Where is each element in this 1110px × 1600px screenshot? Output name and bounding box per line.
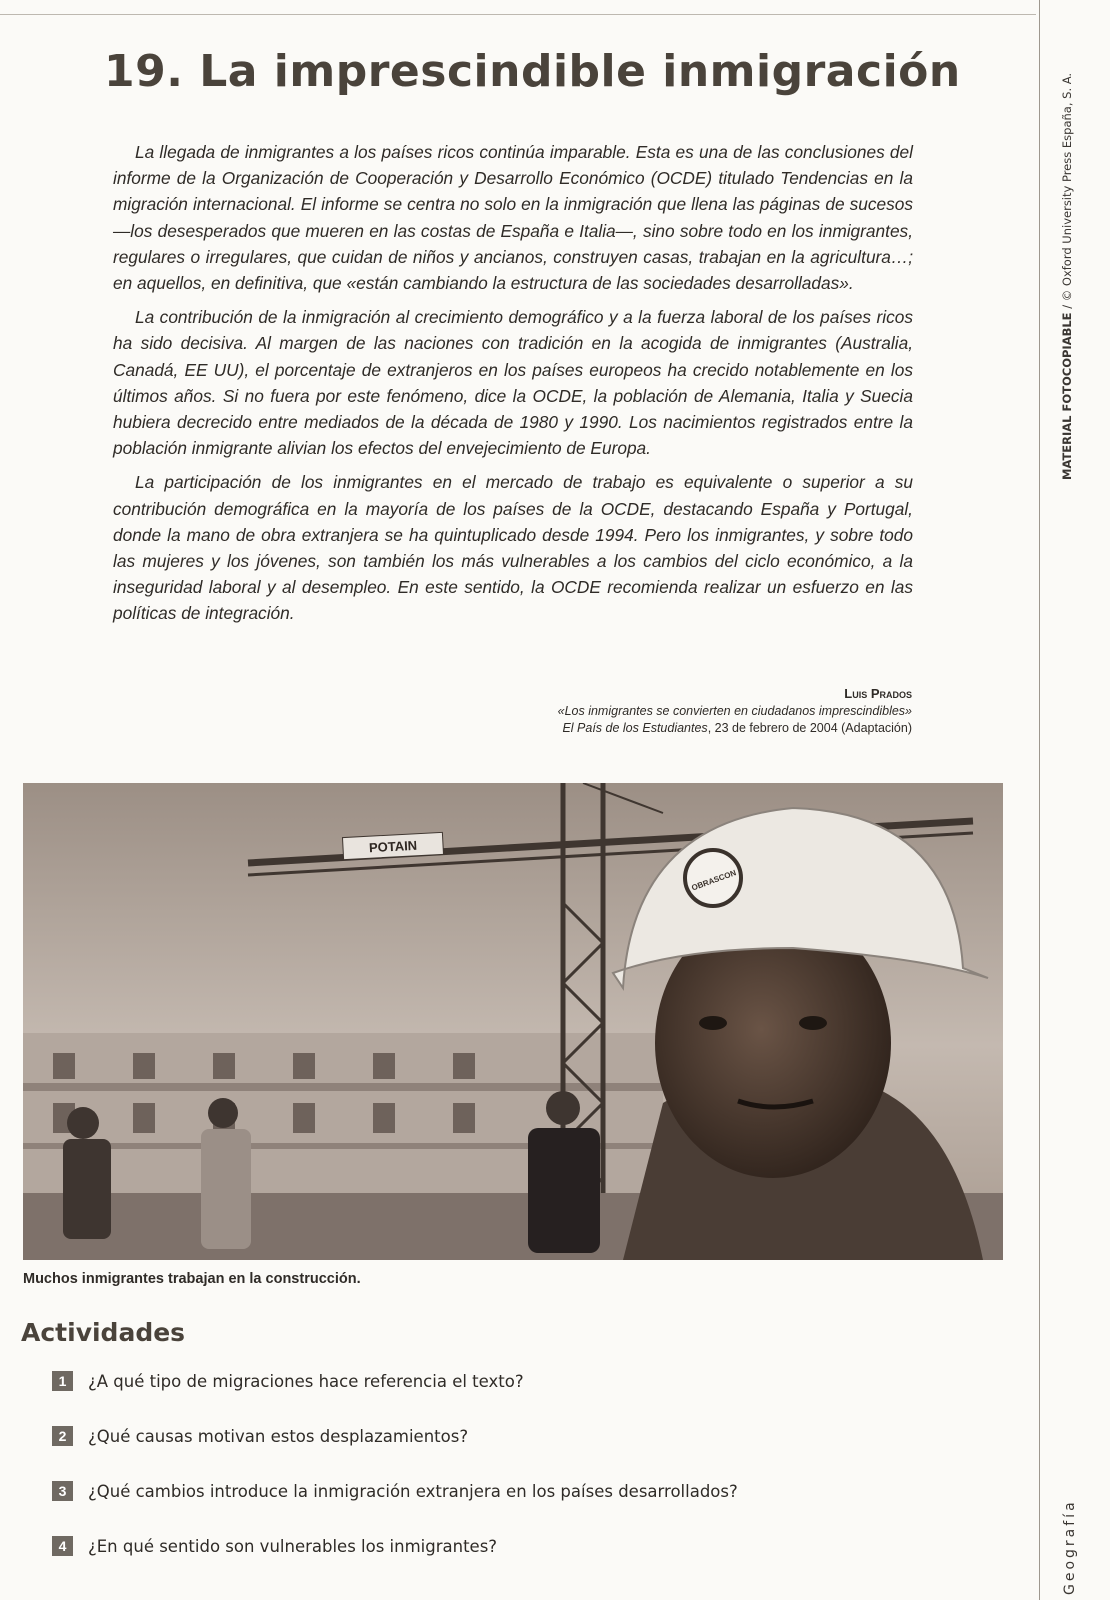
activities-heading: Actividades xyxy=(21,1318,186,1347)
activity-question: ¿En qué sentido son vulnerables los inmigrantes? xyxy=(88,1536,498,1556)
top-rule xyxy=(0,14,1036,15)
material-label: MATERIAL FOTOCOPIABLE xyxy=(1060,312,1074,480)
subject-label: Geografía xyxy=(1062,1499,1078,1595)
article-paragraph: La contribución de la inmigración al crecimiento demográfico y a la fuerza laboral de los países ricos ha sido decisiva. Al margen de las naciones con tradición en la acogida de inmigrantes (Australia, Canadá, EE UU), el porcentaje de extranjeros en los países europeos ha crecido notablemente en los últimos años. Si no fuera por este fenómeno, dice la OCDE, la población de Alemania, Italia y Suecia hubiera decrecido entre mediados de la década de 1980 y 1990. Los nacimientos registrados entre la población inmigrante alivian los efectos del envejecimiento de Europa. xyxy=(113,307,913,459)
article-paragraph: La participación de los inmigrantes en el mercado de trabajo es equivalente o superior a su contribución demográfica en la mayoría de los países de la OCDE, destacando España y Portugal, donde la mano de obra extranjera se ha quintuplicado desde 1994. Pero los inmigrantes, y sobre todo las mujeres y los jóvenes, son también los más vulnerables a los cambios del ciclo económico, a la inseguridad laboral y al desempleo. En este sentido, la OCDE recomienda realizar un esfuerzo en las políticas de integración. xyxy=(113,472,913,624)
helmet-logo-text: OBRASCON xyxy=(690,868,738,893)
activity-number: 3 xyxy=(52,1481,73,1501)
article-paragraph: La llegada de inmigrantes a los países ricos continúa imparable. Esta es una de las conclusiones del informe de la Organización de Cooperación y Desarrollo Económico (OCDE) titulado Tendencias en la migración internacional. El informe se centra no solo en la inmigración que llena las páginas de sucesos —los desesperados que mueren en las costas de España e Italia—, sino sobre todo en los inmigrantes, regulares o irregulares, que cuidan de niños y ancianos, construyen casas, trabajan en la agricultura…; en aquellos, en definitiva, que «están cambiando la estructura de las sociedades desarrolladas». xyxy=(113,142,913,294)
source-title: «Los inmigrantes se convierten en ciudadanos imprescindibles» xyxy=(557,703,912,718)
activity-question: ¿Qué cambios introduce la inmigración extranjera en los países desarrollados? xyxy=(88,1481,738,1501)
photo-caption: Muchos inmigrantes trabajan en la construcción. xyxy=(23,1271,361,1287)
article-body xyxy=(113,139,913,635)
source-date: , 23 de febrero de 2004 (Adaptación) xyxy=(707,721,912,735)
activity-item xyxy=(52,1426,468,1446)
copyright-notice xyxy=(1060,73,1074,480)
article-source xyxy=(558,685,912,738)
copyright-text: / © Oxford University Press España, S. A. xyxy=(1060,72,1074,313)
construction-photo xyxy=(23,783,1003,1260)
author-name: Luis Prados xyxy=(844,686,912,701)
side-divider xyxy=(1039,0,1040,1600)
activity-number: 1 xyxy=(52,1371,73,1391)
activity-item xyxy=(52,1481,738,1501)
source-publication: El País de los Estudiantes xyxy=(562,721,708,735)
crane-sign-text: POTAIN xyxy=(368,837,418,856)
activity-item xyxy=(52,1371,524,1391)
activity-question: ¿Qué causas motivan estos desplazamientos? xyxy=(88,1426,469,1446)
activity-number: 4 xyxy=(52,1536,73,1556)
activity-item xyxy=(52,1536,497,1556)
page-title: 19. La imprescindible inmigración xyxy=(104,46,961,97)
activity-number: 2 xyxy=(52,1426,73,1446)
activity-question: ¿A qué tipo de migraciones hace referencia el texto? xyxy=(88,1371,524,1391)
